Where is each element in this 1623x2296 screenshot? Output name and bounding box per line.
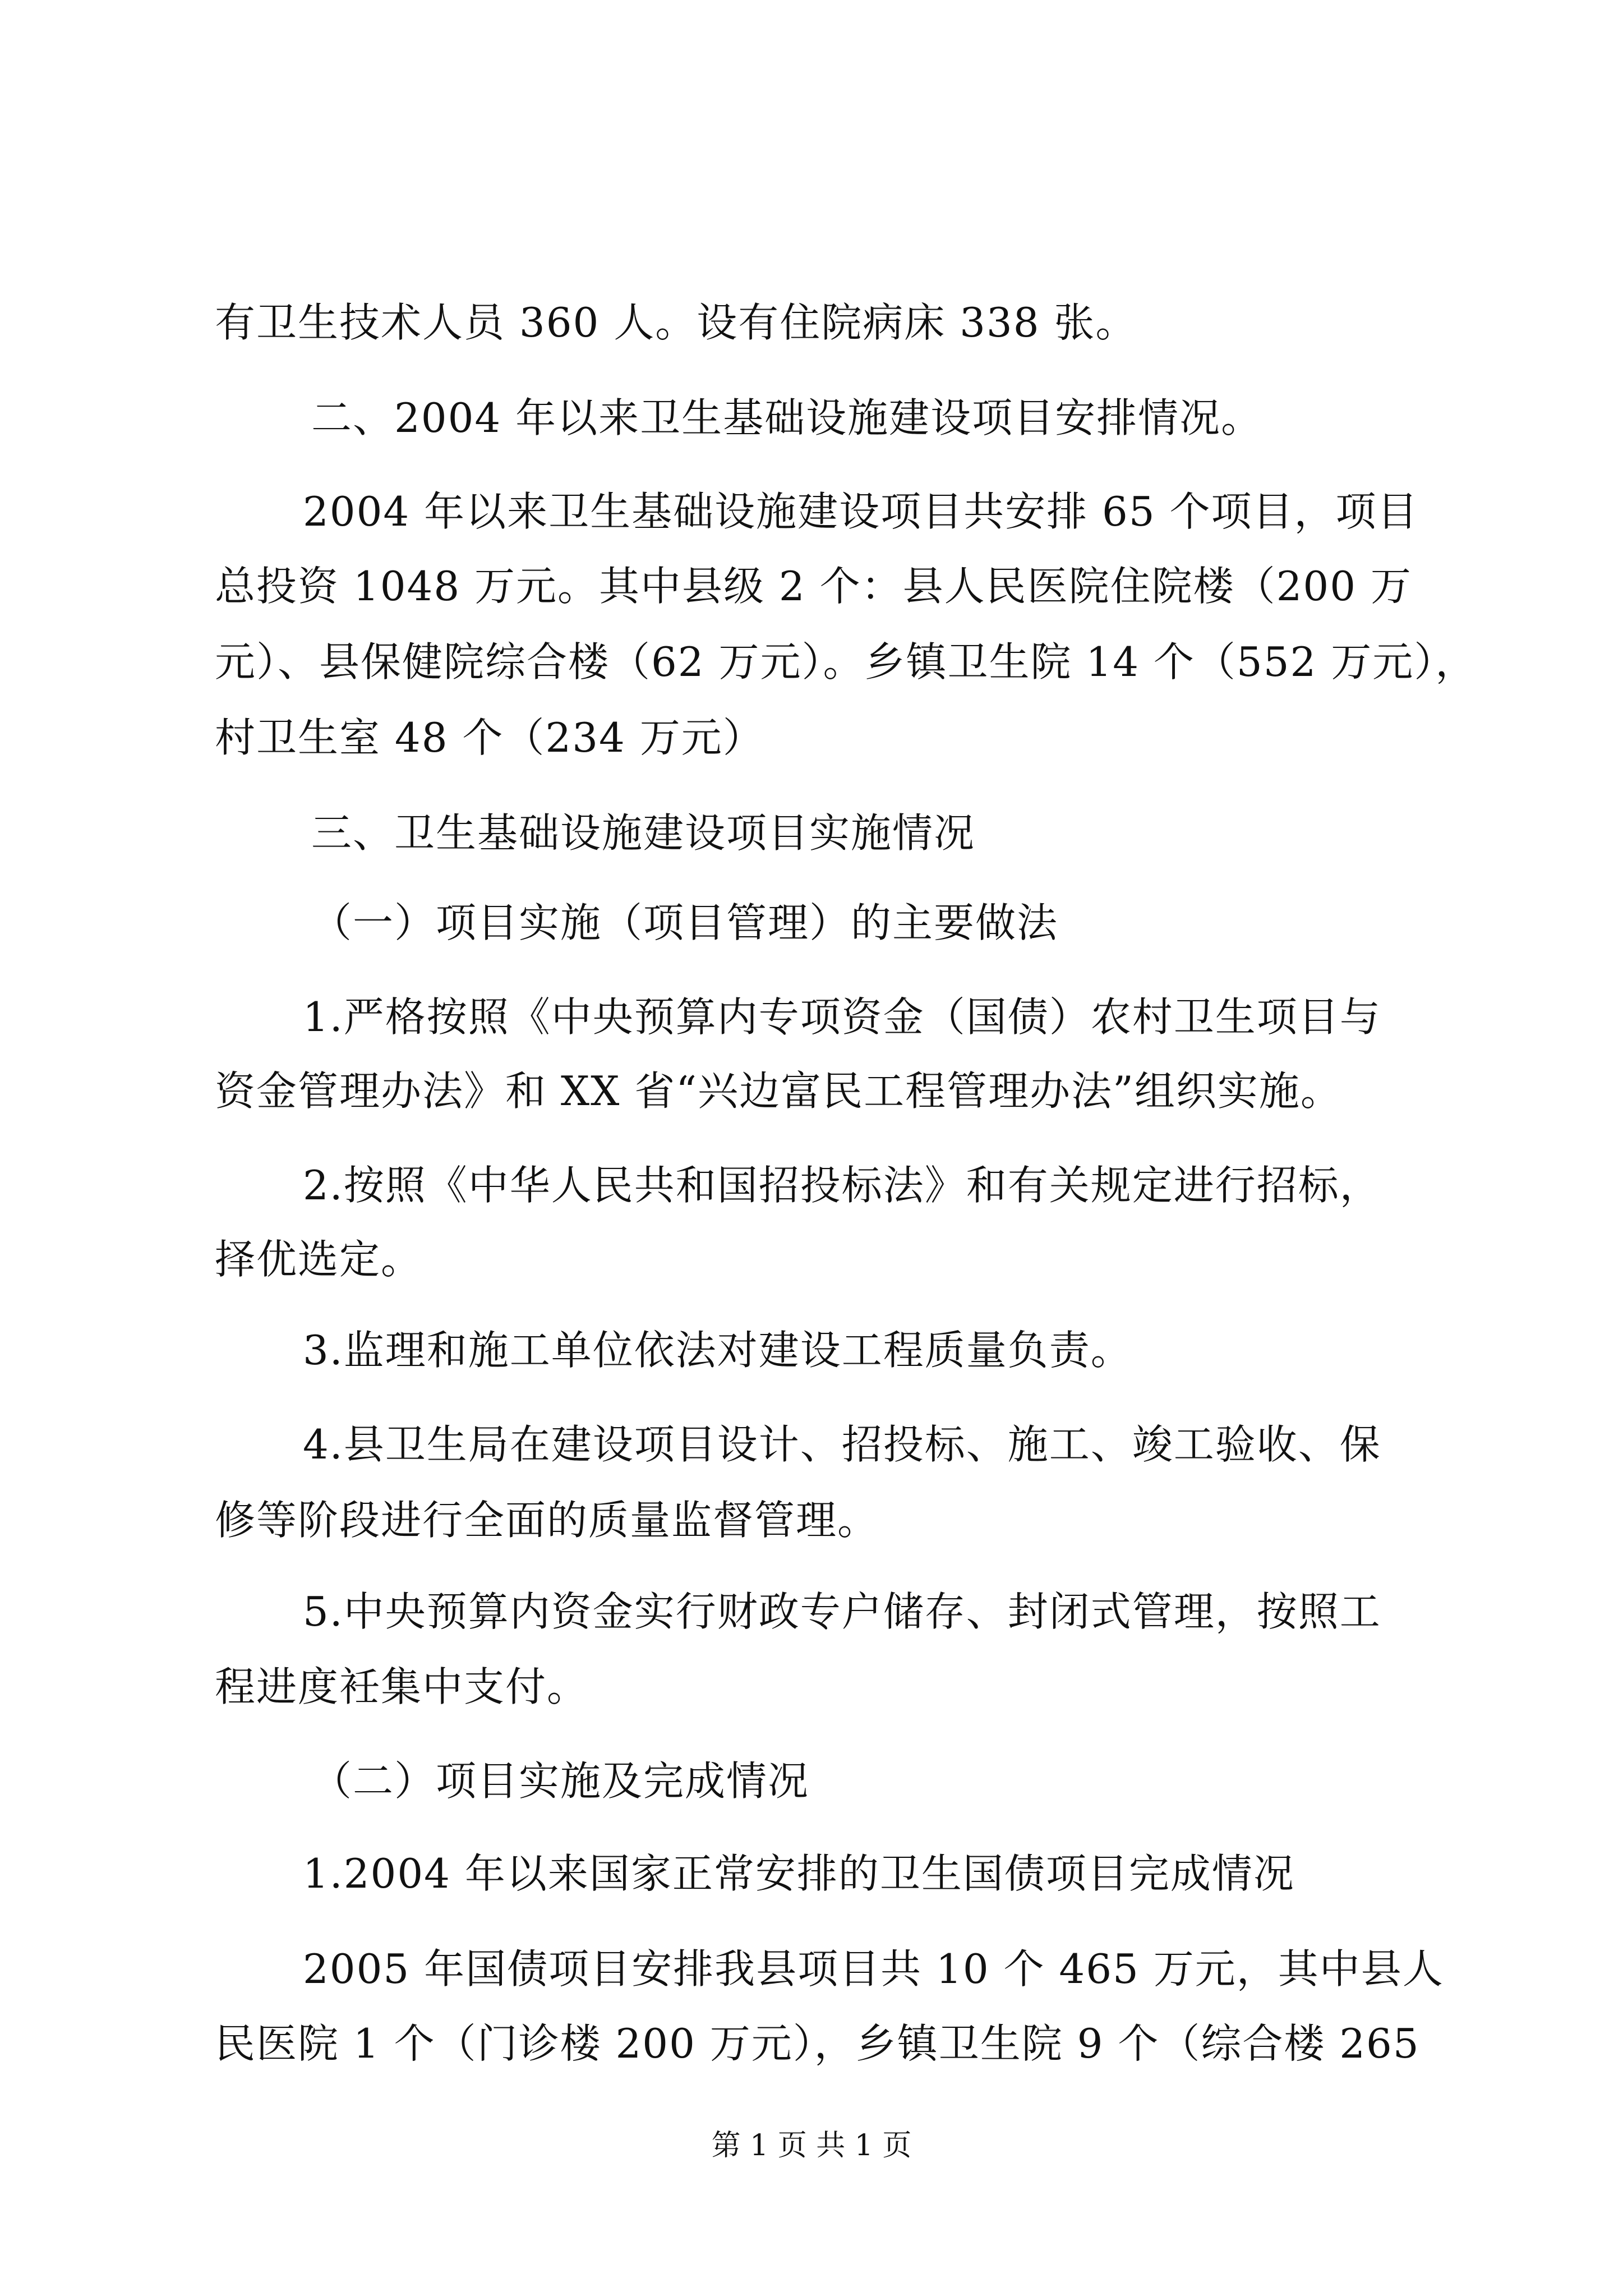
list-item-1-continued: 资金管理办法》和 XX 省“兴边富民工程管理办法”组织实施。 [215, 1068, 1342, 1115]
list-item-1: 1.严格按照《中央预算内专项资金（国债）农村卫生项目与 [303, 993, 1381, 1041]
subsection-heading-1: （一）项目实施（项目管理）的主要做法 [311, 899, 1059, 946]
body-text-line: 总投资 1048 万元。其中县级 2 个：县人民医院住院楼（200 万 [215, 563, 1412, 610]
body-text-line: 2004 年以来卫生基础设施建设项目共安排 65 个项目，项目 [303, 488, 1419, 535]
section-heading-3: 三、卫生基础设施建设项目实施情况 [311, 809, 976, 857]
body-text-line: 村卫生室 48 个（234 万元） [215, 714, 764, 761]
list-item-2: 2.按照《中华人民共和国招投标法》和有关规定进行招标， [303, 1162, 1381, 1209]
page-footer: 第 1 页 共 1 页 [711, 2129, 912, 2162]
list-item-4-continued: 修等阶段进行全面的质量监督管理。 [215, 1497, 879, 1544]
list-item-4: 4.县卫生局在建设项目设计、招投标、施工、竣工验收、保 [303, 1421, 1381, 1468]
list-item-2-continued: 择优选定。 [215, 1236, 423, 1283]
body-text-line: 有卫生技术人员 360 人。设有住院病床 338 张。 [215, 299, 1137, 346]
body-text-line: 民医院 1 个（门诊楼 200 万元），乡镇卫生院 9 个（综合楼 265 [215, 2020, 1420, 2067]
list-item-5-continued: 程进度衽集中支付。 [215, 1663, 589, 1710]
subsection-heading-2: （二）项目实施及完成情况 [311, 1757, 810, 1805]
list-item-3: 3.监理和施工单位依法对建设工程质量负责。 [303, 1327, 1132, 1374]
sub-item-1: 1.2004 年以来国家正常安排的卫生国债项目完成情况 [303, 1850, 1295, 1897]
body-text-line: 元）、县保健院综合楼（62 万元）。乡镇卫生院 14 个（552 万元）， [215, 638, 1477, 685]
body-text-line: 2005 年国债项目安排我县项目共 10 个 465 万元，其中县人 [303, 1945, 1444, 1993]
section-heading-2: 二、2004 年以来卫生基础设施建设项目安排情况。 [311, 394, 1263, 441]
list-item-5: 5.中央预算内资金实行财政专户储存、封闭式管理，按照工 [303, 1588, 1381, 1635]
